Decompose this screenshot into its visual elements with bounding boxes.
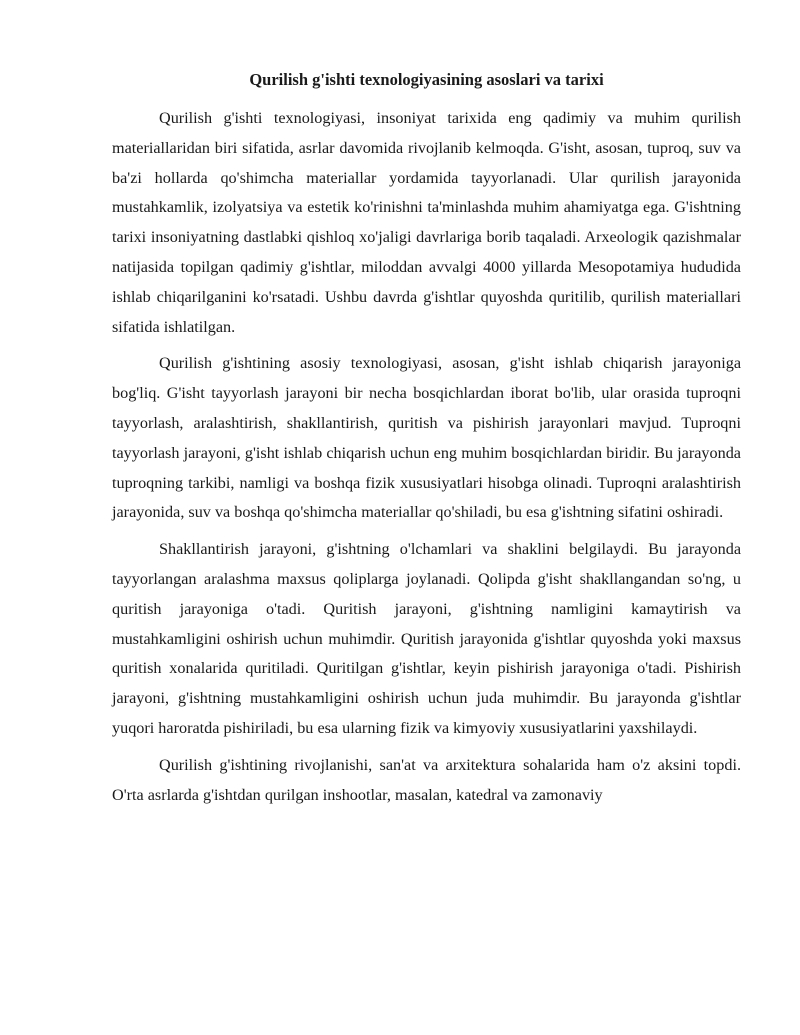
document-page: [112, 68, 741, 817]
paragraph-1: Qurilish g'ishti texnologiyasi, insoniyat tarixida eng qadimiy va muhim qurilish materiallaridan biri sifatida, asrlar davomida rivojlanib kelmoqda. G'isht, asosan, tuproq, suv va ba'zi hollarda qo'shimcha materiallar yordamida tayyorlanadi. Ular qurilish jarayonida mustahkamlik, izolyatsiya va estetik ko'rinishni ta'minlashda muhim ahamiyatga ega. G'ishtning tarixi insoniyatning dastlabki qishloq xo'jaligi davrlariga borib taqaladi. Arxeologik qazishmalar natijasida topilgan qadimiy g'ishtlar, miloddan avvalgi 4000 yillarda Mesopotamiya hududida ishlab chiqarilganini ko'rsatadi. Ushbu davrda g'ishtlar quyoshda quritilib, qurilish materiallari sifatida ishlatilgan.: [112, 109, 741, 336]
paragraph-2: Qurilish g'ishtining asosiy texnologiyasi, asosan, g'isht ishlab chiqarish jarayoniga bog'liq. G'isht tayyorlash jarayoni bir necha bosqichlardan iborat bo'lib, ular orasida tuproqni tayyorlash, aralashtirish, shakllantirish, quritish va pishirish jarayonlari mavjud. Tuproqni tayyorlash jarayoni, g'isht ishlab chiqarish uchun eng muhim bosqichlardan biridir. Bu jarayonda tuproqning tarkibi, namligi va boshqa fizik xususiyatlari hisobga olinadi. Tuproqni aralashtirish jarayonida, suv va boshqa qo'shimcha materiallar qo'shiladi, bu esa g'ishtning sifatini oshiradi.: [112, 354, 741, 522]
document-title: Qurilish g'ishti texnologiyasining asoslari va tarixi: [249, 70, 604, 89]
paragraph-4: Qurilish g'ishtining rivojlanishi, san'at va arxitektura sohalarida ham o'z aksini topdi. O'rta asrlarda g'ishtdan qurilgan inshootlar, masalan, katedral va zamonaviy: [112, 755, 741, 804]
paragraph-3: Shakllantirish jarayoni, g'ishtning o'lchamlari va shaklini belgilaydi. Bu jarayonda tayyorlangan aralashma maxsus qoliplarga joylanadi. Qolipda g'isht shakllangandan so'ng, u quritish jarayoniga o'tadi. Quritish jarayoni, g'ishtning namligini kamaytirish va mustahkamligini oshirish uchun muhimdir. Quritish jarayonida g'ishtlar quyoshda yoki maxsus quritish xonalarida quritiladi. Quritilgan g'ishtlar, keyin pishirish jarayoniga o'tadi. Pishirish jarayoni, g'ishtning mustahkamligini oshirish uchun juda muhimdir. Bu jarayonda g'ishtlar yuqori haroratda pishiriladi, bu esa ularning fizik va kimyoviy xususiyatlarini yaxshilaydi.: [112, 540, 741, 737]
